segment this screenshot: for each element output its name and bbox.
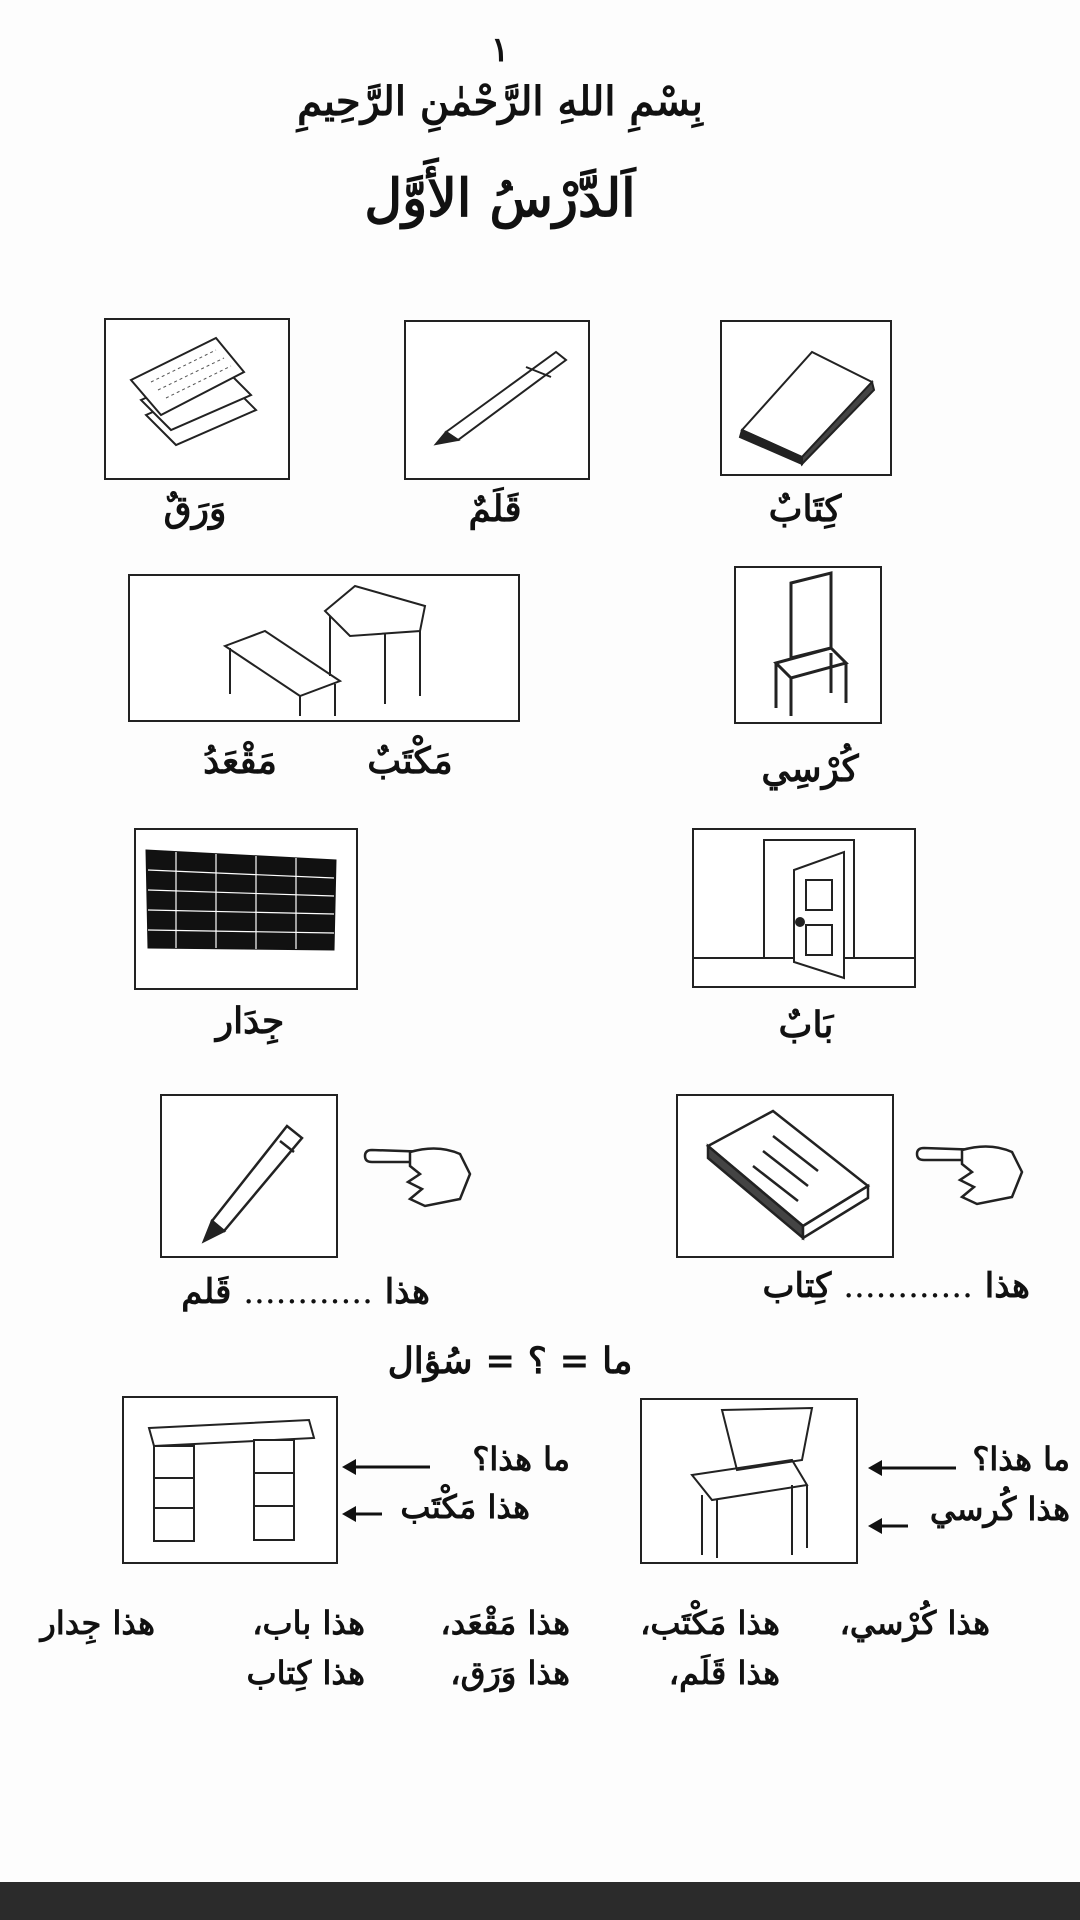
wall-image — [134, 828, 358, 990]
sentence-waraq: هذا وَرَق، — [450, 1654, 570, 1692]
label-bab: بَابٌ — [778, 1004, 834, 1046]
arrow-left-icon — [342, 1455, 430, 1479]
label-maktab: مَكْتَبٌ — [367, 740, 453, 782]
paper-image — [104, 318, 290, 480]
label-qalam: قَلَمٌ — [468, 488, 522, 530]
desk-bench-image — [128, 574, 520, 722]
answer-right: هذا كُرسي — [929, 1490, 1070, 1528]
question-left: ما هذا؟ — [472, 1440, 570, 1478]
door-image — [692, 828, 916, 988]
pointing-sentence-left — [181, 1272, 430, 1312]
armchair-image — [640, 1398, 858, 1564]
sentence-maktab: هذا مَكْتَب، — [640, 1604, 780, 1642]
sentence-kitab: هذا كِتاب — [246, 1654, 365, 1692]
sentence-qalam: هذا قَلَم، — [668, 1654, 780, 1692]
sentence-maqad: هذا مَقْعَد، — [440, 1604, 570, 1642]
demonstrative: هذا — [984, 1266, 1030, 1306]
sentence-jidar: هذا جِدار — [40, 1604, 155, 1642]
sentence-kursi: هذا كُرْسي، — [839, 1604, 990, 1642]
label-jidar: جِدَار — [215, 1000, 285, 1042]
arrow-left-icon — [342, 1502, 382, 1526]
page-number: ١ — [490, 30, 510, 70]
label-kursi: كُرْسِي — [761, 748, 859, 790]
answer-word: قَلم — [181, 1272, 232, 1312]
label-waraq: وَرَقٌ — [163, 488, 227, 530]
label-kitab: كِتَابٌ — [768, 488, 842, 530]
question-formula: ما = ؟ = سُؤال — [387, 1340, 633, 1382]
pointing-hand-icon — [360, 1144, 480, 1214]
sentence-bab: هذا باب، — [252, 1604, 365, 1642]
blank-dots: ............ — [843, 1266, 973, 1306]
pen-image-2 — [160, 1094, 338, 1258]
demonstrative: هذا — [384, 1272, 430, 1312]
bottom-bar — [0, 1882, 1080, 1920]
book-image-2 — [676, 1094, 894, 1258]
pointing-hand-icon — [912, 1142, 1032, 1212]
book-image — [720, 320, 892, 476]
question-right: ما هذا؟ — [972, 1440, 1070, 1478]
desk-image — [122, 1396, 338, 1564]
label-maqad: مَقْعَدُ — [203, 740, 277, 782]
answer-left: هذا مَكْتَب — [400, 1488, 530, 1526]
answer-word: كِتاب — [762, 1266, 832, 1306]
basmala: بِسْمِ اللهِ الرَّحْمٰنِ الرَّحِيمِ — [297, 78, 703, 125]
chair-image — [734, 566, 882, 724]
pen-image — [404, 320, 590, 480]
blank-dots: ............ — [243, 1272, 373, 1312]
pointing-sentence-right — [760, 1266, 1030, 1306]
lesson-title: اَلدَّرْسُ الأَوَّل — [364, 168, 636, 229]
